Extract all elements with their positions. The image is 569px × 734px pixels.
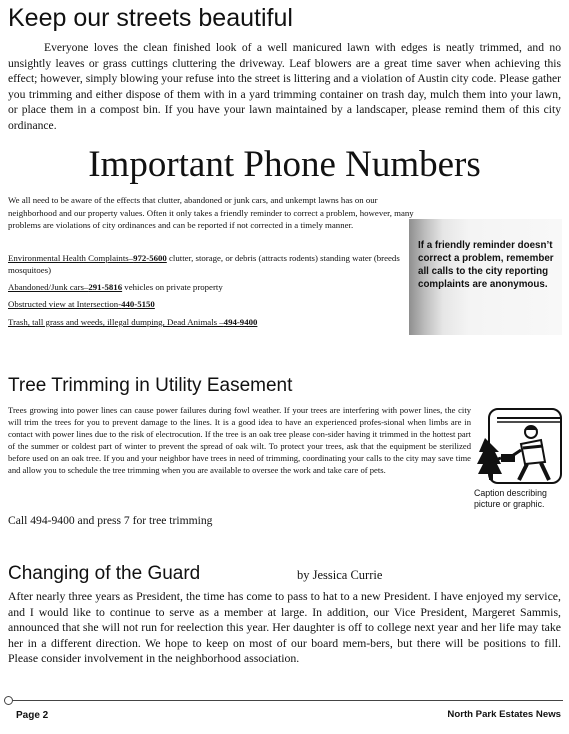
- section-title-phone-numbers: Important Phone Numbers: [88, 144, 481, 185]
- graphic-caption: Caption describing picture or graphic.: [474, 488, 547, 509]
- contact-junk-cars: [8, 281, 403, 293]
- contact-note: clutter, storage, or debris (attracts rodents) standing water (breeds mosquitoes): [8, 253, 400, 275]
- contact-label: Trash, tall grass and weeds, illegal dumping, Dead Animals –494-9400: [8, 317, 258, 327]
- page-number: Page 2: [16, 710, 49, 721]
- footer-line-end-ornament: [4, 696, 13, 705]
- contact-label: Environmental Health Complaints–972-5600: [8, 253, 167, 263]
- tree-trimmer-clipart-icon: [475, 408, 563, 484]
- contact-obstructed-view: [8, 298, 403, 310]
- section-body-changing-guard: After nearly three years as President, the time has come to pass to hat to a new President. I have enjoyed my service, and I would like to continue to serve as a member at large. In addition, our Vice President, Margeret Sammis, announced that she will not run for reelection this year. Her daughter is off to college next year and her life may take her in a different direction. We hope to keep on most of our board mem-bers, but there will be positions to fill. Please consider involvement in the neighborhood association.: [8, 589, 561, 666]
- section-title-changing-guard: Changing of the Guard: [8, 563, 201, 584]
- tree-trimming-call-instructions: Call 494-9400 and press 7 for tree trimming: [8, 514, 213, 527]
- footer-divider: [7, 700, 563, 701]
- phone-numbers-intro: We all need to be aware of the effects that clutter, abandoned or junk cars, and unkempt lawns has on our neighborhood and our property values. Often it only takes a friendly reminder to correct a problem, however, many problems are violations of city ordinances and can be reported if not corrected in a timely manner.: [8, 195, 414, 230]
- author-byline: by Jessica Currie: [297, 568, 383, 582]
- section-body-tree-trimming: Trees growing into power lines can cause power failures during fowl weather. If your trees are interfering with power lines, the city will trim the trees for you to prevent damage to the lines. It is a good idea to have an experienced profes-sional when limbs are in contact with power lines due to the risk of electrocution. If the tree is an oak tree please con-sider having it trimmed in the hottest part of the summer or coldest part of winter to prevent the spread of oak wilt. To protect your trees, ask that the equipment be sterilized before used on an oak tree. If you and your neighbor have trees in need of trimming, coordinating your calls to the city may save time and allow you to schedule the tree trimming when you are available to oversee the work and take care of pets.: [8, 405, 471, 475]
- publication-name: North Park Estates News: [447, 709, 561, 720]
- contact-trash-dumping: [8, 316, 403, 328]
- contact-label: Obstructed view at Intersection-440-5150: [8, 299, 155, 309]
- contact-environmental-health: [8, 252, 403, 276]
- section-body-streets: Everyone loves the clean finished look of a well manicured lawn with edges is neatly trimmed, and no unsightly leaves or grass cuttings cluttering the driveway. Leaf blowers are a great time saver when achieving this effect; however, simply blowing your refuse into the street is littering and a violation of Austin city code. Please gather you trimming and either dispose of them with in a yard trimming container on trash day, mulch them into your lawn, or place them in a compost bin. If you have your lawn maintained by a landscaper, please remind them of this city ordinance.: [8, 41, 561, 132]
- contact-label: Abandoned/Junk cars–291-5816: [8, 282, 123, 292]
- contact-note: vehicles on private property: [122, 282, 223, 292]
- anonymous-reporting-callout: If a friendly reminder doesn’t correct a problem, remember all calls to the city reporting complaints are anonymous.: [409, 219, 562, 335]
- section-title-tree-trimming: Tree Trimming in Utility Easement: [8, 375, 293, 396]
- section-title-streets: Keep our streets beautiful: [8, 4, 293, 32]
